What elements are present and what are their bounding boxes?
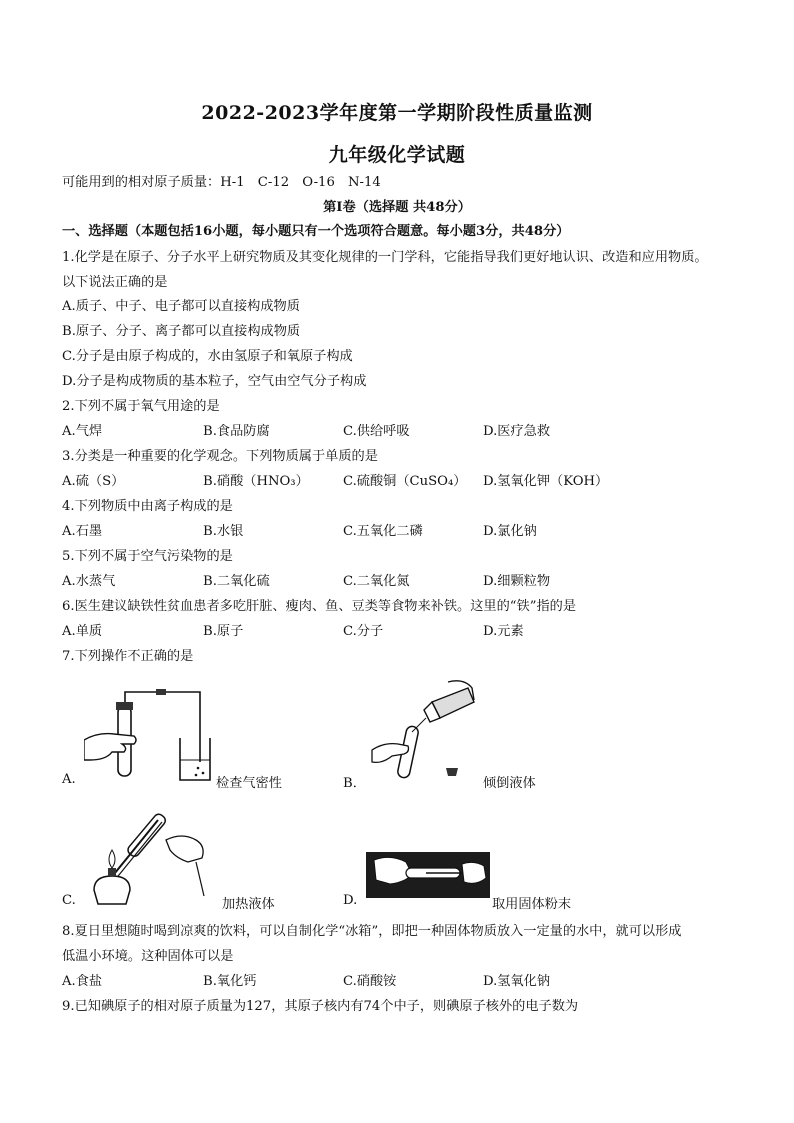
q1-option-d: D.分子是构成物质的基本粒子，空气由空气分子构成 bbox=[62, 374, 367, 389]
q1-option-a: A.质子、中子、电子都可以直接构成物质 bbox=[62, 299, 300, 314]
q4-option-a: A.石墨 bbox=[62, 524, 103, 539]
q2-option-b: B.食品防腐 bbox=[203, 424, 270, 439]
q7-figure-d-illustration bbox=[366, 852, 490, 898]
q1-stem-line1: 1.化学是在原子、分子水平上研究物质及其变化规律的一门学科，它能指导我们更好地认识、改造和应用物质。 bbox=[62, 250, 708, 265]
q1-option-b: B.原子、分子、离子都可以直接构成物质 bbox=[62, 324, 301, 339]
q7-figure-a-illustration bbox=[84, 688, 214, 788]
q3-option-a: A.硫（S） bbox=[62, 474, 125, 489]
q7-stem: 7.下列操作不正确的是 bbox=[62, 649, 194, 664]
q1-stem-line2: 以下说法正确的是 bbox=[62, 275, 168, 290]
q7-figure-a-caption: 检查气密性 bbox=[216, 776, 282, 791]
q8-option-a: A.食盐 bbox=[62, 974, 103, 989]
q7-figure-b-letter: B． bbox=[343, 776, 366, 791]
q5-option-d: D.细颗粒物 bbox=[483, 574, 551, 589]
q4-stem: 4.下列物质中由离子构成的是 bbox=[62, 499, 233, 514]
q2-option-c: C.供给呼吸 bbox=[343, 424, 410, 439]
q4-option-b: B.水银 bbox=[203, 524, 244, 539]
solid-powder-illustration bbox=[366, 852, 490, 898]
q1-option-c: C.分子是由原子构成的，水由氢原子和氧原子构成 bbox=[62, 349, 353, 364]
q3-option-d: D.氢氧化钾（KOH） bbox=[483, 474, 609, 489]
q9-stem: 9.已知碘原子的相对原子质量为127，其原子核内有74个中子，则碘原子核外的电子数为 bbox=[62, 999, 579, 1014]
q7-figure-d-letter: D. bbox=[343, 893, 358, 908]
q7-figure-c-letter: C. bbox=[62, 893, 76, 908]
heating-liquid-illustration bbox=[84, 806, 214, 910]
q7-figure-c-caption: 加热液体 bbox=[222, 897, 275, 912]
q8-option-c: C.硝酸铵 bbox=[343, 974, 397, 989]
airtightness-check-illustration bbox=[84, 688, 214, 788]
part-instruction: 一、选择题（本题包括16小题，每小题只有一个选项符合题意。每小题3分，共48分） bbox=[62, 224, 570, 239]
q8-option-d: D.氢氧化钠 bbox=[483, 974, 551, 989]
q7-figure-a-letter: A. bbox=[62, 772, 76, 787]
q3-option-c: C.硫酸铜（CuSO₄） bbox=[343, 474, 467, 489]
q3-option-b: B.硝酸（HNO₃） bbox=[203, 474, 309, 489]
q5-option-b: B.二氧化硫 bbox=[203, 574, 270, 589]
q5-option-a: A.水蒸气 bbox=[62, 574, 116, 589]
q8-stem-line1: 8.夏日里想随时喝到凉爽的饮料，可以自制化学“冰箱”，即把一种固体物质放入一定量的水中，就可以形成 bbox=[62, 924, 682, 939]
q4-option-d: D.氯化钠 bbox=[483, 524, 537, 539]
q8-stem-line2: 低温小环境。这种固体可以是 bbox=[62, 949, 234, 964]
q6-option-b: B.原子 bbox=[203, 624, 244, 639]
q7-figure-c-illustration bbox=[84, 806, 214, 910]
exam-title: 2022-2023学年度第一学期阶段性质量监测 bbox=[201, 102, 593, 124]
pouring-liquid-illustration bbox=[368, 680, 478, 785]
q7-figure-d-caption: 取用固体粉末 bbox=[492, 897, 572, 912]
q2-stem: 2.下列不属于氧气用途的是 bbox=[62, 399, 220, 414]
q8-option-b: B.氧化钙 bbox=[203, 974, 257, 989]
q5-stem: 5.下列不属于空气污染物的是 bbox=[62, 549, 233, 564]
q6-stem: 6.医生建议缺铁性贫血患者多吃肝脏、瘦肉、鱼、豆类等食物来补铁。这里的“铁”指的是 bbox=[62, 599, 576, 614]
q6-option-a: A.单质 bbox=[62, 624, 103, 639]
q6-option-d: D.元素 bbox=[483, 624, 524, 639]
q3-stem: 3.分类是一种重要的化学观念。下列物质属于单质的是 bbox=[62, 449, 378, 464]
q2-option-a: A.气焊 bbox=[62, 424, 103, 439]
q6-option-c: C.分子 bbox=[343, 624, 384, 639]
section-header: 第Ⅰ卷（选择题 共48分） bbox=[323, 200, 471, 215]
q5-option-c: C.二氧化氮 bbox=[343, 574, 410, 589]
atomic-mass-note: 可能用到的相对原子质量：H-1 C-12 O-16 N-14 bbox=[62, 175, 381, 190]
q2-option-d: D.医疗急救 bbox=[483, 424, 551, 439]
q7-figure-b-caption: 倾倒液体 bbox=[483, 776, 536, 791]
q4-option-c: C.五氧化二磷 bbox=[343, 524, 423, 539]
exam-subtitle: 九年级化学试题 bbox=[328, 144, 466, 166]
q7-figure-b-illustration bbox=[368, 680, 478, 785]
